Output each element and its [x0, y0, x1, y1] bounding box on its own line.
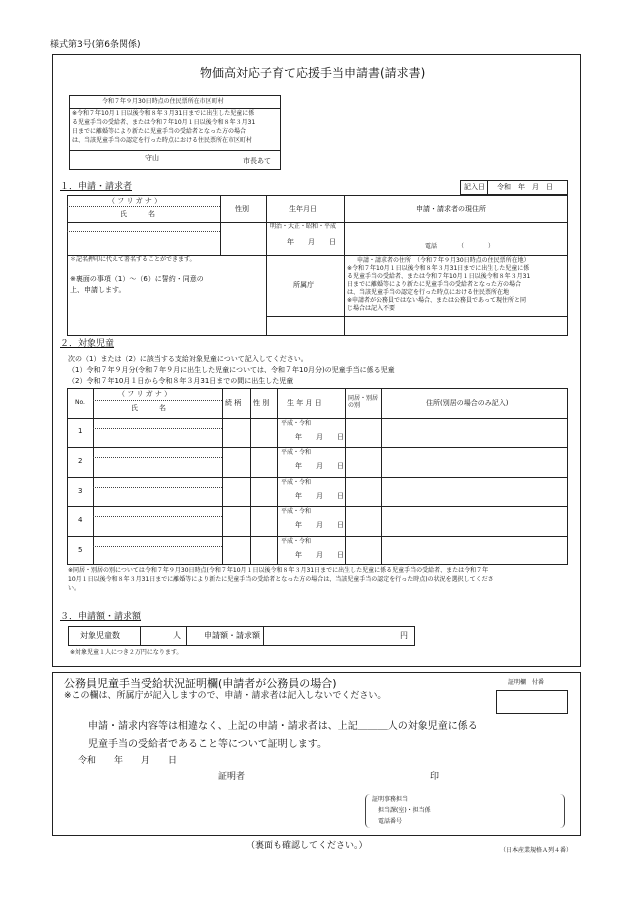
footer-paper-size: （日本産業規格Ａ列４番）: [500, 847, 573, 854]
dob-header: 生年月日: [289, 205, 317, 213]
addr-note4: 日までに離婚等により新たに児童手当の受給者となった方の場合: [347, 281, 522, 288]
section3-note: ※対象児童１人につき２万円になります。: [70, 649, 183, 656]
amount-label: 申請額・請求額: [204, 631, 260, 640]
dob-field[interactable]: 年 月 日: [287, 238, 336, 246]
furigana-header: （ フ リ ガ ナ ）: [108, 197, 162, 205]
row-number: 4: [78, 516, 83, 524]
phone-field[interactable]: 電話 （ ）: [425, 243, 495, 250]
office-label: 所属庁: [293, 281, 314, 289]
recipient-line5: は、当該児童手当の認定を行った時点における住民票所在市区町村: [72, 137, 253, 144]
certifier-label: 証明者: [218, 772, 246, 782]
row-era[interactable]: 平成・令和: [281, 449, 312, 456]
recipient-line4: 日までに離婚等により新たに児童手当の受給者となった方の場合: [72, 128, 247, 135]
row-dob[interactable]: 年 月 日: [295, 433, 344, 441]
addr-note2: ※令和７年10月１日以後令和８年３月31日までに出生した児童に係: [347, 265, 530, 272]
contact-label3: 電話番号: [378, 818, 403, 825]
row-dob[interactable]: 年 月 日: [295, 521, 344, 529]
row-era[interactable]: 平成・令和: [281, 420, 312, 427]
section2-note2: 10月１日以後令和８年３月31日までに離婚等により新たに児童手当の受給者となった方の場合は、当該児童手当の認定を行った時点)の状況を選択してくださ: [68, 576, 494, 583]
section2-note1: ※同居・別居の別については令和７年９月30日時点(令和７年10月１日以後令和８年３月31日までに出生した児童に係る児童手当の受給者、または令和７年: [68, 567, 489, 574]
form-title: 物価高対応子育て応援手当申請書(請求書): [200, 66, 426, 80]
addr-note5: は、当該児童手当の認定を行った時点における住民票所在地: [347, 289, 510, 296]
count-label: 対象児童数: [80, 631, 120, 640]
section2-cond2: （2）令和７年10月１日から令和８年３月31日までの間に出生した児童: [68, 377, 294, 385]
row-number: 5: [78, 546, 83, 554]
row-number: 3: [78, 487, 83, 495]
row-number: 1: [78, 427, 83, 435]
footer-back-note: （裏面も確認してください。）: [246, 841, 368, 851]
col-name: 氏 名: [131, 404, 166, 412]
recipient-line1: 令和７年９月30日時点の住民票所在市区町村: [102, 98, 224, 105]
address-header: 申請・請求者の現住所: [416, 205, 486, 213]
recipient-line3: る児童手当の受給者、または令和７年10月１日以後令和８年３月31: [72, 119, 256, 126]
addr-note1: 申請・請求者の住所 （令和７年９月30日時点の住民票所在地）: [357, 257, 530, 264]
contact-label1: 証明事務担当: [372, 796, 409, 803]
cert-number-field[interactable]: [496, 690, 568, 714]
form-number: 様式第3号(第6条関係): [50, 40, 141, 50]
recipient-line2: ※令和７年10月１日以後令和８年３月31日までに出生した児童に係: [72, 110, 255, 117]
cert-body1: 申請・請求内容等は相違なく、上記の申請・請求者は、上記＿＿＿人の対象児童に係る: [88, 721, 478, 732]
row-dob[interactable]: 年 月 日: [295, 551, 344, 559]
seal-label: 印: [430, 772, 440, 782]
section1-heading: １．申請・請求者: [60, 182, 133, 192]
row-era[interactable]: 平成・令和: [281, 479, 312, 486]
section2-note3: い。: [68, 585, 81, 592]
cert-body2: 児童手当の受給者であること等について証明します。: [88, 739, 327, 750]
col-relationship: 続 柄: [225, 399, 242, 407]
section2-intro: 次の（1）または（2）に該当する支給対象児童について記入してください。: [68, 355, 308, 363]
col-gender: 性 別: [253, 399, 270, 407]
count-field[interactable]: 人: [173, 631, 181, 640]
col-no: No.: [75, 399, 85, 406]
pledge-line1: ※裏面の事項（1）～（6）に誓約・同意の: [70, 275, 204, 283]
addr-note3: る児童手当の受給者、または令和７年10月１日以後令和８年３月31: [347, 273, 531, 280]
section2-cond1: （1）令和７年９月分(令和７年９月に出生した児童については、令和７年10月分)の児童手当に係る児童: [68, 366, 395, 374]
row-dob[interactable]: 年 月 日: [295, 492, 344, 500]
entry-date-label: 記入日: [464, 183, 485, 191]
row-era[interactable]: 平成・令和: [281, 508, 312, 515]
col-cohabitation: 同居・別居の別: [348, 395, 379, 410]
signature-note: ＊記名押印に代えて署名することができます。: [70, 256, 196, 263]
name-header: 氏 名: [120, 210, 155, 218]
pledge-line2: 上、申請します。: [70, 286, 126, 294]
recipient-mayor: 市長あて: [243, 157, 271, 165]
cert-number-label: 証明欄 付番: [508, 679, 545, 686]
cert-date[interactable]: 令和 年 月 日: [78, 756, 178, 766]
amount-field[interactable]: 円: [400, 631, 408, 640]
contact-label2: 担当課(室)・担当係: [378, 807, 431, 814]
era-options[interactable]: 明治・大正・昭和・平成: [270, 223, 337, 230]
row-era[interactable]: 平成・令和: [281, 538, 312, 545]
row-dob[interactable]: 年 月 日: [295, 462, 344, 470]
addr-note7: じ場合は記入不要: [347, 305, 396, 312]
cert-note: ※この欄は、所属庁が記入しますので、申請・請求者は記入しないでください。: [64, 691, 387, 701]
section2-heading: ２．対象児童: [60, 339, 115, 349]
row-number: 2: [78, 457, 83, 465]
addr-note6: ※申請者が公務員ではない場合、または公務員であって現住所と同: [347, 297, 526, 304]
col-dob: 生 年 月 日: [287, 399, 322, 407]
cert-title: 公務員児童手当受給状況証明欄(申請者が公務員の場合): [64, 677, 337, 690]
section3-heading: ３．申請額・請求額: [60, 612, 142, 622]
recipient-city[interactable]: 守山: [145, 154, 159, 162]
entry-date-field[interactable]: 令和 年 月 日: [497, 183, 553, 191]
gender-header: 性別: [235, 205, 249, 213]
col-furigana: （ フ リ ガ ナ ）: [118, 390, 172, 398]
col-address: 住所(別居の場合のみ記入): [426, 399, 509, 407]
